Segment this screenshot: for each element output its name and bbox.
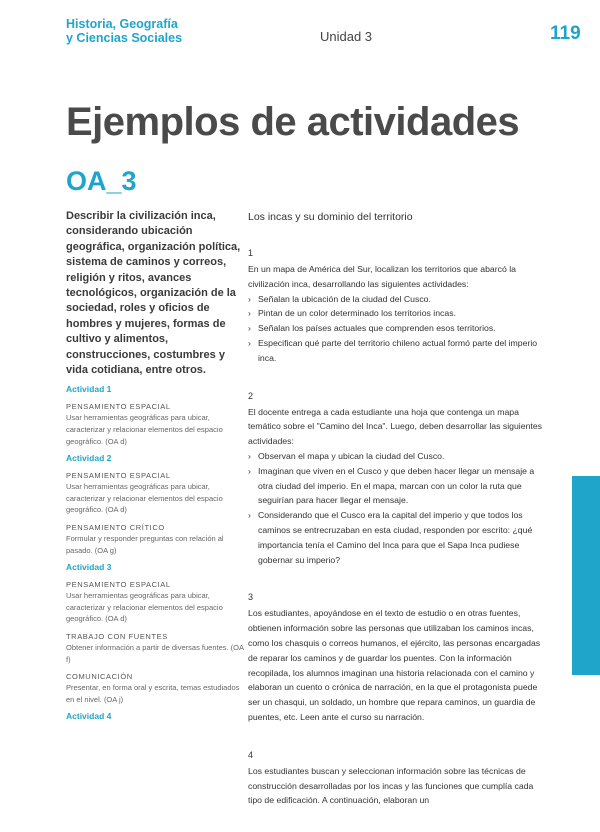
left-column [66, 209, 246, 728]
activity-block [248, 591, 548, 724]
right-column [248, 210, 548, 832]
bullet-item: › Imaginan que viven en el Cusco y que deben hacer llegar un mensaje a otra ciudad del imperio. En el mapa, marcan con un color la ruta que seguirían para hacer llegar el mensaje. [248, 464, 548, 508]
bullet-item: › Señalan la ubicación de la ciudad del Cusco. [248, 292, 548, 307]
skill-name: COMUNICACIÓN [66, 672, 133, 682]
activity-text: El docente entrega a cada estudiante una hoja que contenga un mapa temático sobre el "Camino del Inca". Luego, deben desarrollar las siguientes actividades: [248, 406, 542, 447]
activities-list [248, 247, 548, 808]
page-title: Ejemplos de actividades [66, 100, 520, 144]
skill-name: PENSAMIENTO ESPACIAL [66, 580, 171, 590]
activity-bullets [248, 449, 548, 567]
unit-label: Unidad 3 [320, 29, 373, 44]
activity-number: 1 [248, 248, 254, 258]
activity-block [248, 749, 548, 808]
skill-description: Presentar, en forma oral y escrita, temas estudiados en el nivel. (OA j) [66, 683, 240, 704]
activity-label: Actividad 2 [66, 453, 112, 464]
activity-number: 2 [248, 390, 254, 401]
activity-block [248, 247, 548, 366]
skill-name: PENSAMIENTO CRÍTICO [66, 523, 165, 533]
activity-label: Actividad 4 [66, 711, 112, 722]
bullet-item: › Observan el mapa y ubican la ciudad del Cusco. [248, 449, 548, 464]
activity-label: Actividad 3 [66, 562, 112, 573]
skill-name: PENSAMIENTO ESPACIAL [66, 471, 171, 481]
skill-name: TRABAJO CON FUENTES [66, 632, 168, 641]
bullet-item: › Pintan de un color determinado los territorios incas. [248, 306, 548, 321]
skill-description: Formular y responder preguntas con relación al pasado. (OA g) [66, 534, 224, 555]
activity-number: 3 [248, 592, 254, 603]
side-tab [572, 476, 600, 675]
page-number: 119 [550, 23, 581, 44]
skill-description: Usar herramientas geográficas para ubicar, caracterizar y relacionar elementos del espacio geográfico. (OA d) [66, 482, 223, 515]
activity-text: Los estudiantes, apoyándose en el texto de estudio o en otras fuentes, obtienen información sobre las personas que utilizaban los caminos incas, como los chasquis o correos humanos, el ejército, las personas encargadas de reparar los caminos y de guardar los puentes. Con la información recopilada, los alumnos imaginan una historia relacionada con el camino y elaboran un cuento o crónica de narración, en la que el protagonista puede ser un chasqui, un soldado, un hombre que repara caminos, un guardia de puentes, etc. Leen ante el curso su narración. [248, 608, 541, 722]
section-title: Los incas y su dominio del territorio [248, 211, 413, 223]
bullet-item: › Considerando que el Cusco era la capital del imperio y que todos los caminos se entrecruzaban en esta ciudad, responden por escrito: ¿qué importancia tenía el Camino del Inca para que el Sapa Inca pudiese gobernar su imperio? [248, 508, 548, 567]
skill-description: Obtener información a partir de diversas fuentes. (OA f) [66, 643, 244, 664]
skill-description: Usar herramientas geográficas para ubicar, caracterizar y relacionar elementos del espacio geográfico. (OA d) [66, 413, 223, 446]
header-subject [66, 17, 266, 45]
skill-name: PENSAMIENTO ESPACIAL [66, 402, 171, 412]
skill-description: Usar herramientas geográficas para ubicar, caracterizar y relacionar elementos del espacio geográfico. (OA d) [66, 591, 223, 624]
activity-number: 4 [248, 749, 254, 760]
bullet-item: › Señalan los países actuales que comprenden esos territorios. [248, 321, 548, 336]
activity-text: Los estudiantes buscan y seleccionan información sobre las técnicas de construcción desarrolladas por los incas y las funciones que cumplía cada tipo de edificación. A continuación, elaboran un [248, 765, 534, 806]
activity-text: En un mapa de América del Sur, localizan los territorios que abarcó la civilización inca, desarrollando las siguientes actividades: [248, 264, 517, 289]
bullet-item: › Especifican qué parte del territorio chileno actual formó parte del imperio inca. [248, 336, 548, 366]
oa-code: OA_3 [66, 166, 137, 196]
activity-label: Actividad 1 [66, 384, 112, 395]
subject-line-1: Historia, Geografía [66, 17, 178, 31]
activity-block [248, 390, 548, 568]
oa-description: Describir la civilización inca, considerando ubicación geográfica, organización política, sistema de caminos y correos, religión y ritos, avances tecnológicos, organización de la sociedad, roles y oficios de hombres y mujeres, formas de cultivo y alimentos, construcciones, costumbres y vida cotidiana, entre otros. [66, 210, 241, 377]
activity-skills-list [66, 384, 246, 722]
activity-bullets [248, 292, 548, 366]
subject-line-2: y Ciencias Sociales [66, 31, 183, 45]
